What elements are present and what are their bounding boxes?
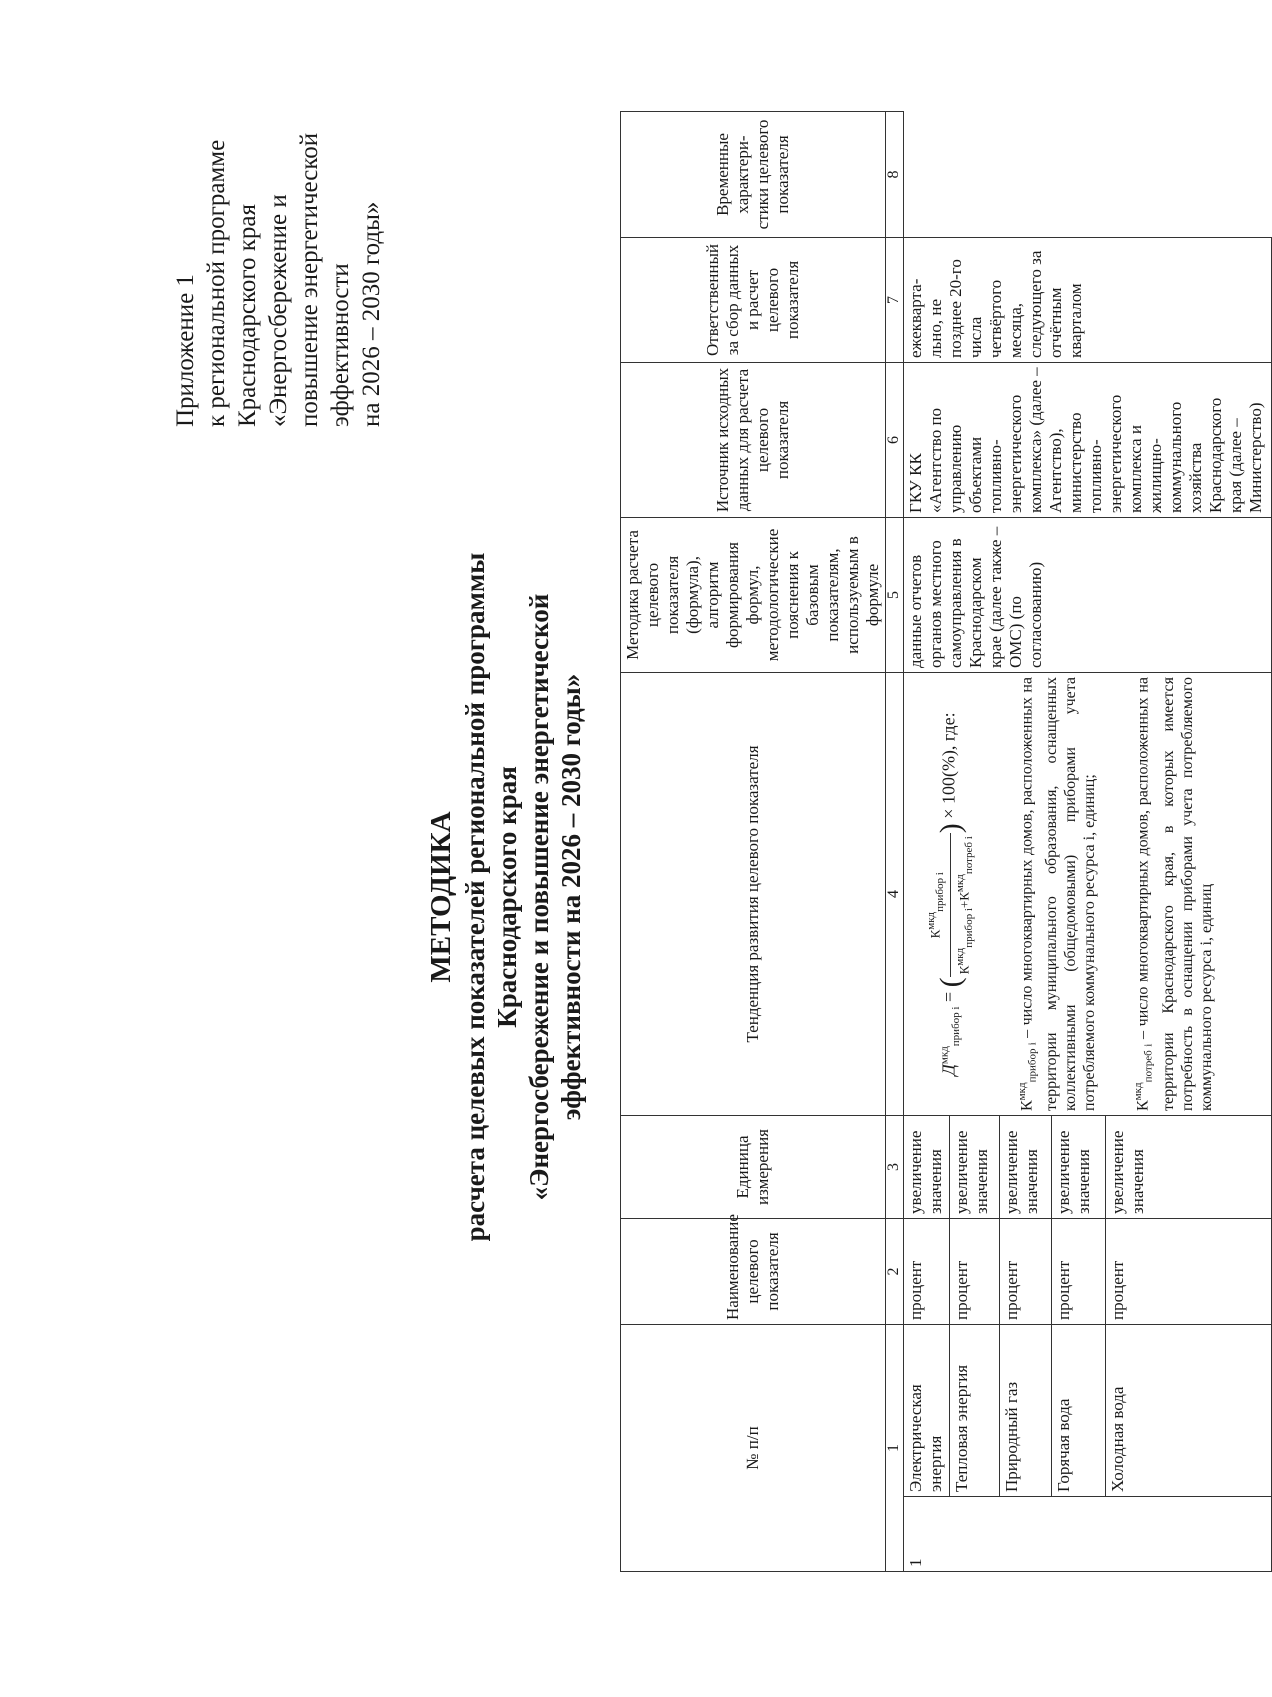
indicator-unit: процент bbox=[1052, 1218, 1106, 1324]
row-number: 1 bbox=[904, 1497, 1272, 1572]
header-number: № п/п bbox=[621, 1324, 886, 1571]
method-cell bbox=[904, 672, 1272, 1115]
header-source: Источник исходных данных для расчета целевого показателя bbox=[621, 362, 886, 517]
formula-numerator: К bbox=[927, 929, 943, 939]
document-title: МЕТОДИКА bbox=[425, 811, 457, 983]
appendix-line: Приложение 1 bbox=[172, 274, 199, 427]
appendix-line: повышение энергетической bbox=[296, 132, 323, 427]
symbol-sup: мкд bbox=[1132, 1082, 1145, 1101]
heading-line: эффективности на 2026 – 2030 годы» bbox=[556, 673, 586, 1121]
document-heading bbox=[425, 367, 587, 1427]
formula-description-2 bbox=[1129, 677, 1216, 1111]
indicator-trend: увеличение значения bbox=[1052, 1115, 1106, 1218]
header-timing: Временные характери-стики целевого показателя bbox=[621, 111, 886, 237]
formula-denominator-b-sub: потреб i bbox=[962, 836, 975, 875]
time-characteristics: ежекварта-льно, не позднее 20-го числа четвёртого месяца, следующего за отчётным кварталом bbox=[904, 237, 1272, 362]
column-number: 8 bbox=[886, 111, 904, 237]
table-row bbox=[904, 111, 950, 1571]
formula-denominator-a-sub: прибор i bbox=[962, 908, 975, 948]
methodology-table bbox=[620, 111, 1272, 1572]
heading-line: «Энергосбережение и повышение энергетической bbox=[524, 593, 554, 1201]
indicator-name: Природный газ bbox=[1000, 1324, 1052, 1496]
column-number: 7 bbox=[886, 237, 904, 362]
header-row bbox=[621, 111, 886, 1571]
indicator-name: Горячая вода bbox=[1052, 1324, 1106, 1496]
header-responsible: Ответственный за сбор данных и расчет целевого показателя bbox=[621, 237, 886, 362]
formula-numerator-sup: мкд bbox=[925, 911, 937, 930]
symbol-sup: мкд bbox=[1015, 1082, 1028, 1101]
appendix-line: на 2026 – 2030 годы» bbox=[358, 201, 385, 427]
indicator-trend: увеличение значения bbox=[1000, 1115, 1052, 1218]
appendix-line: эффективности bbox=[327, 263, 354, 427]
formula-lhs-sup: мкд bbox=[938, 1046, 951, 1065]
formula-denominator-a-sup: мкд bbox=[953, 947, 966, 966]
appendix-line: к региональной программе bbox=[203, 139, 230, 427]
header-name: Наименование целевого показателя bbox=[621, 1218, 886, 1324]
data-source: данные отчетов органов местного самоуправления в Краснодарском крае (далее также – ОМС) (по согласованию) bbox=[904, 517, 1272, 672]
symbol-sub: потреб i bbox=[1142, 1043, 1155, 1083]
indicator-name: Электрическая энергия bbox=[904, 1324, 950, 1496]
symbol: К bbox=[1018, 1100, 1036, 1111]
column-number: 1 bbox=[886, 1324, 904, 1571]
indicator-unit: процент bbox=[950, 1218, 1000, 1324]
indicator-unit: процент bbox=[904, 1218, 950, 1324]
heading-line: расчета целевых показателей региональной программы bbox=[460, 552, 490, 1242]
symbol: К bbox=[1134, 1100, 1152, 1111]
column-number-row bbox=[886, 111, 904, 1571]
responsible-party: ГКУ КК «Агентство по управлению объектами топливно-энергетического комплекса» (далее – Агентство), министерство топливно-энергетического комплекса и жилищно-коммунального хозяйства Краснодарского края (далее – Министерство) bbox=[904, 362, 1272, 517]
formula-denominator-b: К bbox=[956, 892, 972, 901]
heading-line: Краснодарского края bbox=[492, 766, 522, 1028]
column-number: 2 bbox=[886, 1218, 904, 1324]
header-method: Методика расчета целевого показателя (формула), алгоритм формирования формул, методологические пояснения к базовым показателям, используемым в формуле bbox=[621, 517, 886, 672]
header-unit: Единица измерения bbox=[621, 1115, 886, 1218]
header-trend: Тенденция развития целевого показателя bbox=[621, 672, 886, 1115]
column-number: 4 bbox=[886, 672, 904, 1115]
formula-lhs: Д bbox=[938, 1064, 959, 1076]
formula-tail: × 100(%), где: bbox=[938, 712, 959, 819]
formula-numerator-sub: прибор i bbox=[933, 872, 946, 912]
description-text: – число многоквартирных домов, расположенных на территории Краснодарского края, в которых имеется потребность в оснащении приборами учета потребляемого коммунального ресурса i, единиц bbox=[1134, 676, 1215, 1111]
formula-denominator-a: К bbox=[956, 965, 972, 975]
indicator-trend: увеличение значения bbox=[1106, 1115, 1272, 1218]
appendix-block bbox=[170, 47, 387, 427]
indicator-trend: увеличение значения bbox=[950, 1115, 1000, 1218]
column-number: 5 bbox=[886, 517, 904, 672]
formula-lhs-sub: прибор i bbox=[950, 1006, 963, 1047]
column-number: 3 bbox=[886, 1115, 904, 1218]
indicator-name: Холодная вода bbox=[1106, 1324, 1272, 1496]
indicator-trend: увеличение значения bbox=[904, 1115, 950, 1218]
appendix-line: «Энергосбережение и bbox=[265, 194, 292, 427]
formula-description-1 bbox=[1013, 677, 1100, 1111]
indicator-unit: процент bbox=[1106, 1218, 1272, 1324]
formula-fraction: $К^{мкд}_{прибор i}$ $К^{мкд}_{прибор i}+К^{мкд}_{потреб i}$ bbox=[922, 833, 979, 977]
symbol-sub: прибор i bbox=[1026, 1042, 1039, 1083]
formula: $Д^{мкд}_{прибор i}$ = ( $К^{мкд}_{прибор i}$ $К^{мкд}_{прибор i}+К^{мкд}_{потреб i}$ ) × 100(%), где: bbox=[922, 677, 979, 1111]
appendix-line: Краснодарского края bbox=[234, 204, 261, 427]
indicator-unit: процент bbox=[1000, 1218, 1052, 1324]
indicator-name: Тепловая энергия bbox=[950, 1324, 1000, 1496]
formula-denominator-b-sup: мкд bbox=[953, 874, 966, 893]
column-number: 6 bbox=[886, 362, 904, 517]
description-text: – число многоквартирных домов, расположенных на территории муниципального образования, оснащенных коллективными (общедомовыми) приборами учета потребляемого коммунального ресурса i, единиц; bbox=[1018, 676, 1099, 1111]
